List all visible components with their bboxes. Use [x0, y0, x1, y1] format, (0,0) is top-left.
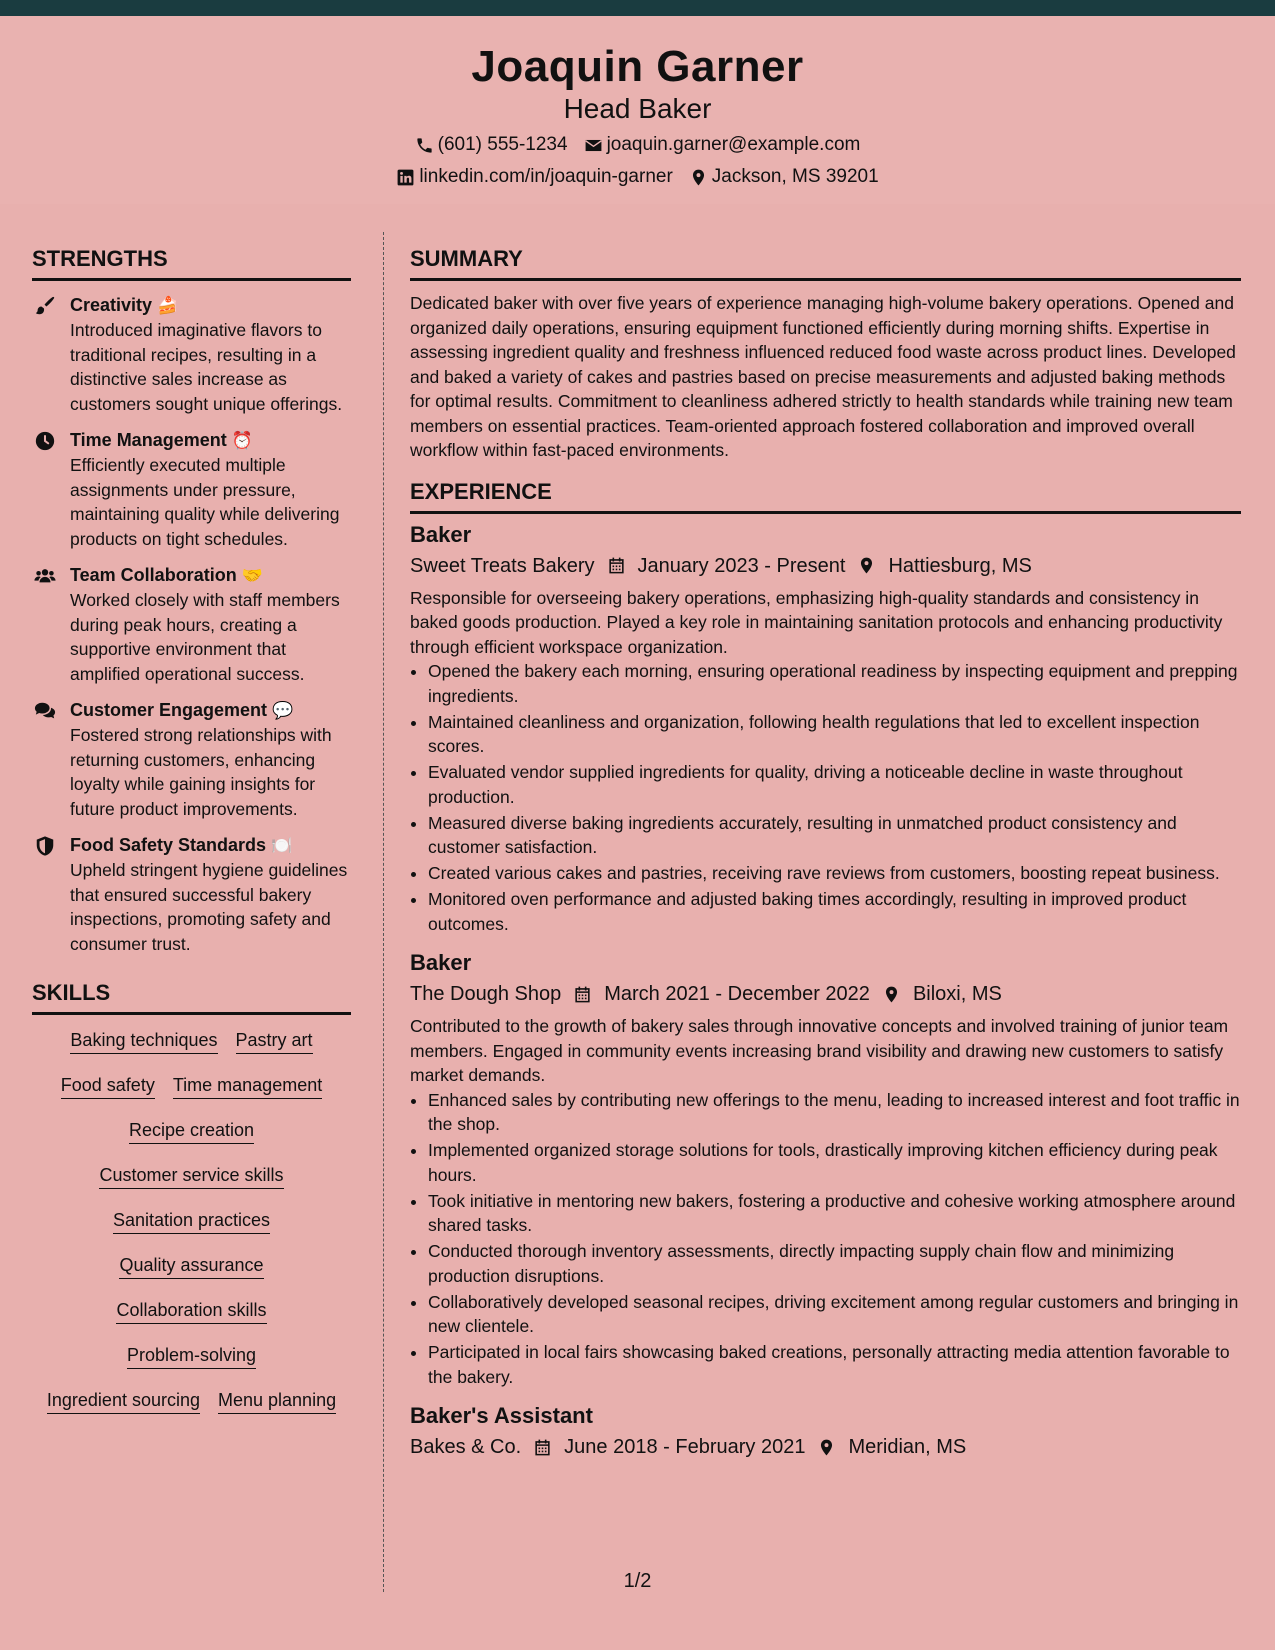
email-contact[interactable] — [584, 134, 861, 156]
list-item: • Conducted thorough inventory assessments, directly impacting supply chain flow and minimizing production disruptions. — [428, 1239, 1241, 1288]
skill-tag: Ingredient sourcing — [47, 1390, 200, 1414]
job-bullets — [410, 1088, 1241, 1390]
linkedin-contact[interactable] — [396, 166, 672, 188]
phone-icon — [415, 136, 434, 155]
envelope-icon — [584, 136, 603, 155]
list-item: • Enhanced sales by contributing new offerings to the menu, leading to increased interest and foot traffic in the shop. — [428, 1088, 1241, 1137]
list-item: • Measured diverse baking ingredients accurately, resulting in unmatched product consistency and customer satisfaction. — [428, 811, 1241, 860]
strength-title-line — [70, 833, 351, 858]
location-text: Jackson, MS 39201 — [711, 166, 879, 187]
candidate-name: Joaquin Garner — [471, 42, 804, 91]
skill-row — [32, 1244, 351, 1289]
comments-icon — [34, 700, 56, 722]
calendar-icon — [607, 556, 626, 575]
job-company: The Dough Shop — [410, 983, 562, 1005]
job-description: Responsible for overseeing bakery operations, emphasizing high-quality standards and consistency in baked goods production. Played a key role in maintaining sanitation protocols and enhancing productivity through efficient workspace organization. — [410, 587, 1223, 657]
job-location: Biloxi, MS — [912, 983, 1002, 1005]
skill-tag: Menu planning — [218, 1390, 336, 1414]
list-item: • Participated in local fairs showcasing baked creations, personally attracting media attention favorable to the bakery. — [428, 1340, 1241, 1389]
skill-row — [32, 1019, 351, 1064]
alarm-clock-emoji-icon: ⏰ — [231, 431, 253, 450]
phone-contact — [415, 134, 568, 156]
strength-description: Upheld stringent hygiene guidelines that ensured successful bakery inspections, promoting safety and consumer trust. — [70, 860, 348, 954]
skill-tag: Customer service skills — [99, 1165, 283, 1189]
summary-text: Dedicated baker with over five years of experience managing high-volume bakery operations. Opened and organized daily operations, ensuring equipment functioned efficiently during morning shifts. Expertise in assessing ingredient quality and freshness influenced reduced food waste across product lines. Developed and baked a variety of cakes and pastries based on precise measurements and adjusted baking methods for optimal results. Commitment to cleanliness adhered strictly to health standards while training new team members on essential practices. Team-oriented approach fostered collaboration and improved overall workflow within fast-paced environments. — [410, 293, 1236, 460]
column-divider — [383, 232, 384, 1592]
strength-description: Introduced imaginative flavors to traditional recipes, resulting in a distinctive sales increase as customers sought unique offerings. — [70, 320, 343, 414]
job-entry — [410, 520, 1241, 937]
map-pin-icon — [689, 168, 708, 187]
linkedin-text: linkedin.com/in/joaquin-garner — [419, 166, 673, 187]
users-icon — [34, 565, 56, 587]
skill-tag: Sanitation practices — [113, 1210, 270, 1234]
location-contact — [689, 166, 879, 188]
list-item: • Evaluated vendor supplied ingredients for quality, driving a noticeable decline in waste throughout production. — [428, 760, 1241, 809]
strength-item — [32, 833, 351, 956]
job-company: Sweet Treats Bakery — [410, 554, 595, 577]
job-meta — [410, 978, 1241, 1010]
skills-heading: SKILLS — [32, 980, 351, 1015]
strength-title: Creativity — [70, 295, 153, 315]
skill-tag: Time management — [173, 1075, 322, 1099]
strength-title-line — [70, 428, 351, 453]
cake-emoji-icon: 🍰 — [157, 296, 179, 315]
list-item: • Maintained cleanliness and organization, following health regulations that led to excellent inspection scores. — [428, 710, 1241, 759]
phone-text: (601) 555-1234 — [437, 134, 568, 155]
skill-tag: Problem-solving — [127, 1345, 256, 1369]
skill-tag: Food safety — [61, 1075, 155, 1099]
skill-tag: Collaboration skills — [116, 1300, 266, 1324]
list-item: • Opened the bakery each morning, ensuring operational readiness by inspecting equipment and prepping ingredients. — [428, 659, 1241, 708]
email-text: joaquin.garner@example.com — [606, 134, 861, 155]
strength-title: Time Management — [70, 430, 227, 450]
job-location: Hattiesburg, MS — [888, 554, 1032, 577]
job-title: Baker — [410, 521, 472, 547]
contact-row-2 — [0, 166, 1275, 188]
strength-item — [32, 428, 351, 551]
list-item: • Implemented organized storage solutions for tools, drastically improving kitchen efficiency during peak hours. — [428, 1138, 1241, 1187]
list-item: • Monitored oven performance and adjusted baking times accordingly, resulting in improved product outcomes. — [428, 887, 1241, 936]
skill-row — [32, 1199, 351, 1244]
skill-row — [32, 1109, 351, 1154]
strength-title-line — [70, 698, 351, 723]
strength-title: Food Safety Standards — [70, 835, 267, 855]
map-pin-icon — [817, 1438, 836, 1457]
skill-tag: Recipe creation — [129, 1120, 254, 1144]
job-bullets — [410, 659, 1241, 936]
speech-bubble-emoji-icon: 💬 — [272, 701, 294, 720]
job-meta — [410, 550, 1241, 582]
calendar-icon — [533, 1438, 552, 1457]
strength-item — [32, 563, 351, 686]
clock-icon — [34, 430, 56, 452]
skill-row — [32, 1379, 351, 1424]
skills-section — [32, 980, 351, 1424]
list-item: • Collaboratively developed seasonal recipes, driving excitement among regular customers and bringing in new clientele. — [428, 1290, 1241, 1339]
skill-row — [32, 1154, 351, 1199]
strength-description: Efficiently executed multiple assignments under pressure, maintaining quality while delivering products on tight schedules. — [70, 455, 340, 549]
handshake-emoji-icon: 🤝 — [241, 566, 263, 585]
job-title: Baker's Assistant — [410, 1403, 593, 1428]
list-item: • Took initiative in mentoring new bakers, fostering a productive and cohesive working atmosphere around shared tasks. — [428, 1189, 1241, 1238]
job-dates: June 2018 - February 2021 — [564, 1436, 806, 1458]
skill-row — [32, 1334, 351, 1379]
strength-description: Fostered strong relationships with returning customers, enhancing loyalty while gaining insights for future product improvements. — [70, 725, 332, 819]
job-entry — [410, 948, 1241, 1389]
skill-row — [32, 1289, 351, 1334]
map-pin-icon — [882, 985, 901, 1004]
job-location: Meridian, MS — [848, 1436, 967, 1458]
job-company: Bakes & Co. — [410, 1436, 522, 1458]
shield-icon — [34, 835, 56, 857]
job-description: Contributed to the growth of bakery sales through innovative concepts and involved training of junior team members. Engaged in community events increasing brand visibility and drawing new customers to satisfy market demands. — [410, 1016, 1229, 1085]
strength-title-line — [70, 293, 351, 318]
strength-title: Team Collaboration — [70, 565, 237, 585]
resume-header — [0, 16, 1275, 204]
strength-title-line — [70, 563, 351, 588]
left-column — [32, 246, 351, 1424]
top-accent-bar — [0, 0, 1275, 16]
job-title: Baker — [410, 950, 472, 975]
contact-row-1 — [0, 134, 1275, 156]
summary-heading: SUMMARY — [410, 246, 1241, 281]
right-column — [410, 246, 1241, 1475]
page-number: 1/2 — [623, 1570, 652, 1592]
job-meta — [410, 1431, 1241, 1463]
strength-description: Worked closely with staff members during peak hours, creating a supportive environment that amplified operational success. — [70, 590, 340, 684]
strength-item — [32, 293, 351, 416]
job-entry — [410, 1401, 1241, 1463]
plate-emoji-icon: 🍽️ — [271, 836, 293, 855]
calendar-icon — [573, 985, 592, 1004]
skill-tag: Quality assurance — [119, 1255, 263, 1279]
linkedin-icon — [396, 168, 415, 187]
experience-heading: EXPERIENCE — [410, 479, 1241, 514]
skill-tag: Pastry art — [236, 1030, 313, 1054]
list-item: • Created various cakes and pastries, receiving rave reviews from customers, boosting repeat business. — [428, 861, 1241, 886]
strength-title: Customer Engagement — [70, 700, 268, 720]
paintbrush-icon — [34, 295, 56, 317]
job-dates: January 2023 - Present — [637, 554, 846, 577]
skill-row — [32, 1064, 351, 1109]
strength-item — [32, 698, 351, 821]
job-dates: March 2021 - December 2022 — [604, 983, 870, 1005]
strengths-heading: STRENGTHS — [32, 246, 351, 281]
map-pin-icon — [857, 556, 876, 575]
skill-tag: Baking techniques — [70, 1030, 217, 1054]
candidate-role: Head Baker — [563, 93, 712, 124]
